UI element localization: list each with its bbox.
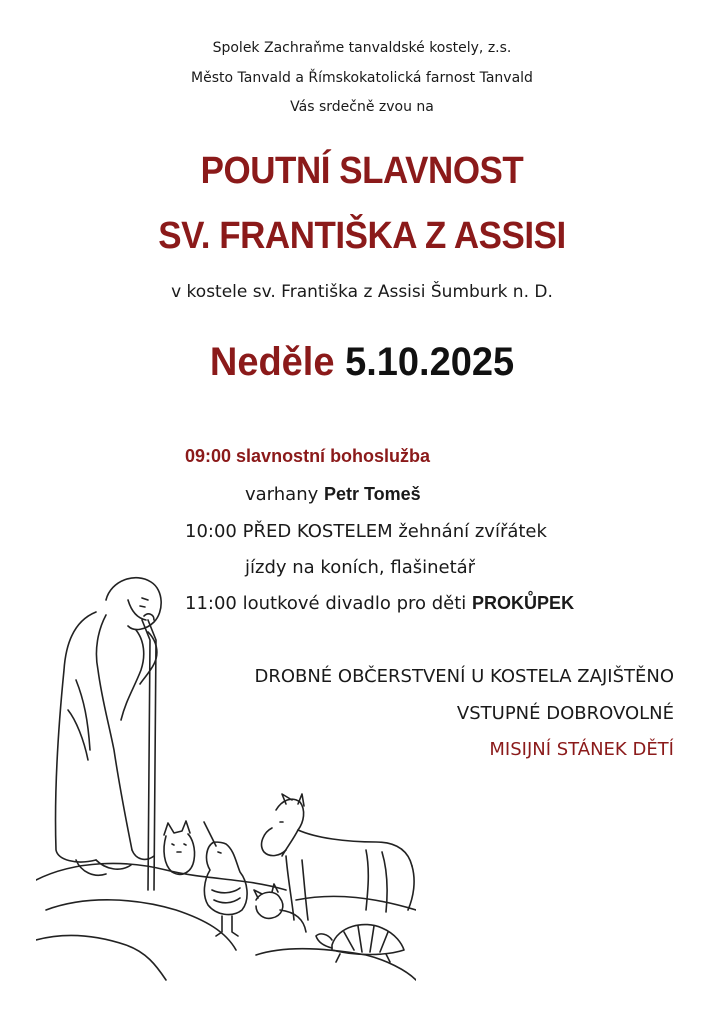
program-item-blessing: 10:00 PŘED KOSTELEM žehnání zvířátek [185, 521, 547, 542]
event-day: Neděle [209, 340, 335, 384]
invitation-line: Vás srdečně zvou na [290, 99, 434, 115]
tortoise-illustration [316, 925, 404, 962]
program-item-organ [245, 484, 421, 505]
program-puppet-label: 11:00 loutkové divadlo pro děti [185, 593, 473, 614]
event-date [18, 340, 706, 385]
program-item-rides: jízdy na koních, flašinetář [245, 557, 476, 578]
organizer-line: Spolek Zachraňme tanvaldské kostely, z.s. [212, 40, 512, 56]
program-organ-label: varhany [245, 484, 324, 505]
cat-illustration [164, 821, 195, 874]
horse-illustration [262, 794, 415, 920]
co-organizer-line: Město Tanvald a Římskokatolická farnost Tanvald [191, 70, 533, 86]
small-animal-illustration [254, 884, 306, 932]
program-puppet-name: PROKŮPEK [472, 593, 575, 613]
event-title-line2: SV. FRANTIŠKA Z ASSISI [158, 215, 566, 257]
event-location: v kostele sv. Františka z Assisi Šumburk n. D. [171, 282, 553, 302]
event-date-value: 5.10.2025 [345, 340, 515, 384]
program-item-mass: 09:00 slavnostní bohoslužba [185, 446, 431, 466]
program-organ-name: Petr Tomeš [324, 484, 421, 504]
ground-hills [36, 863, 416, 980]
event-title-line1: POUTNÍ SLAVNOST [200, 150, 524, 192]
note-refreshments: DROBNÉ OBČERSTVENÍ U KOSTELA ZAJIŠTĚNO [254, 666, 674, 687]
st-francis-figure [55, 578, 161, 876]
note-mission: MISIJNÍ STÁNEK DĚTÍ [489, 739, 674, 760]
st-francis-with-animals-illustration [36, 560, 416, 1000]
note-admission: VSTUPNÉ DOBROVOLNÉ [456, 703, 674, 724]
